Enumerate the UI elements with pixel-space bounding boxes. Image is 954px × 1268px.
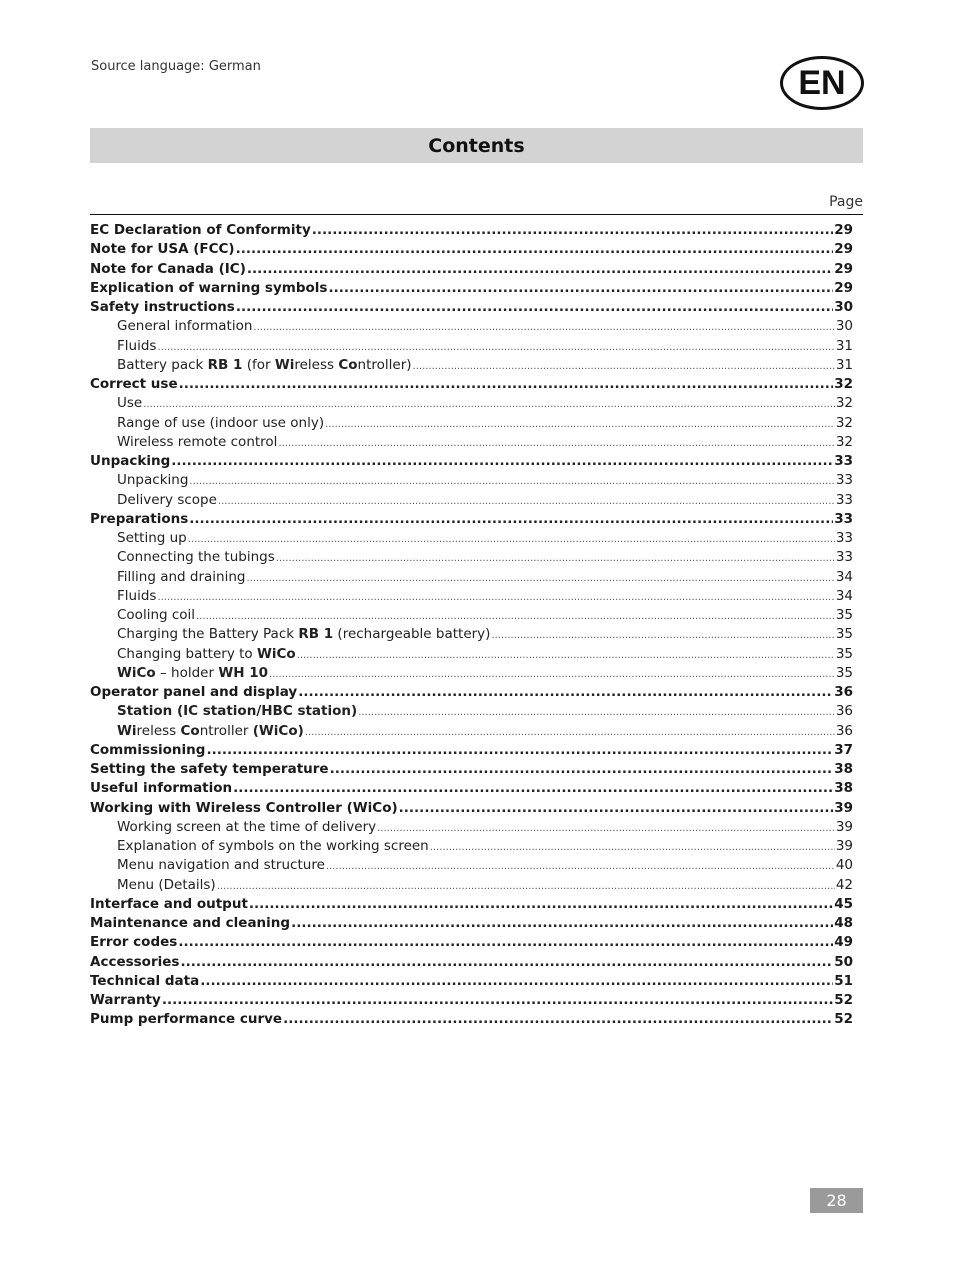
toc-entry-label (117, 645, 296, 664)
toc-subsection-entry[interactable] (90, 414, 853, 433)
toc-section-entry[interactable] (90, 779, 853, 798)
toc-subsection-entry[interactable] (90, 568, 853, 587)
toc-entry-label: Use (117, 395, 143, 412)
toc-subsection-entry[interactable] (90, 625, 853, 644)
toc-leader-dots (206, 741, 833, 760)
toc-leader-dots (200, 972, 833, 991)
toc-entry-label-part: Wi (117, 722, 137, 739)
toc-section-entry[interactable] (90, 375, 853, 394)
toc-page-number: 29 (834, 222, 853, 238)
toc-subsection-entry[interactable] (90, 433, 853, 452)
toc-leader-dots (269, 665, 835, 684)
toc-subsection-entry[interactable] (90, 606, 853, 625)
toc-leader-dots (157, 588, 834, 607)
toc-leader-dots (377, 819, 835, 838)
toc-subsection-entry[interactable] (90, 548, 853, 567)
toc-section-entry[interactable] (90, 799, 853, 818)
toc-page-number: 33 (834, 510, 853, 527)
toc-page-number: 36 (834, 684, 853, 700)
toc-entry-label: Delivery scope (117, 491, 217, 508)
toc-page-number: 40 (835, 857, 853, 874)
toc-page-number: 31 (835, 356, 853, 373)
toc-entry-label: Useful information (90, 780, 233, 797)
toc-subsection-entry[interactable] (90, 645, 853, 664)
toc-page-number: 38 (834, 780, 853, 797)
toc-subsection-entry[interactable] (90, 491, 853, 510)
toc-entry-label (117, 625, 490, 644)
toc-leader-dots (162, 991, 833, 1010)
toc-subsection-entry[interactable] (90, 702, 853, 721)
page-column-label: Page (829, 194, 863, 210)
toc-entry-label-part: Changing battery to (117, 645, 257, 662)
toc-page-number: 49 (834, 934, 853, 951)
toc-section-entry[interactable] (90, 991, 853, 1010)
toc-leader-dots (196, 607, 835, 626)
toc-entry-label-part: Charging the Battery Pack (117, 626, 299, 643)
toc-leader-dots (305, 723, 835, 742)
toc-page-number: 45 (834, 895, 853, 912)
toc-entry-label: Explication of warning symbols (90, 279, 328, 296)
toc-subsection-entry[interactable] (90, 856, 853, 875)
toc-section-entry[interactable] (90, 260, 853, 279)
toc-subsection-entry[interactable] (90, 337, 853, 356)
toc-leader-dots (283, 1010, 833, 1029)
toc-page-number: 35 (835, 664, 853, 681)
toc-section-entry[interactable] (90, 298, 853, 317)
toc-entry-label-part: (rechargeable battery) (333, 626, 491, 643)
toc-leader-dots (326, 857, 835, 876)
toc-entry-label: Maintenance and cleaning (90, 915, 291, 931)
toc-section-entry[interactable] (90, 741, 853, 760)
toc-leader-dots (330, 760, 834, 779)
toc-entry-label-part: – holder (155, 664, 219, 681)
toc-page-number: 51 (834, 972, 853, 989)
toc-entry-label: Setting up (117, 530, 187, 546)
toc-page-number: 33 (835, 530, 853, 546)
toc-leader-dots (249, 895, 833, 914)
toc-entry-label: Accessories (90, 953, 180, 970)
toc-page-number: 33 (835, 491, 853, 508)
toc-entry-label-part: RB 1 (298, 626, 334, 643)
page-number: 28 (810, 1188, 863, 1213)
toc-section-entry[interactable] (90, 933, 853, 952)
toc-entry-label-part: (for (242, 356, 275, 373)
toc-entry-label: EC Declaration of Conformity (90, 222, 311, 238)
toc-section-entry[interactable] (90, 953, 853, 972)
toc-entry-label: Commissioning (90, 741, 206, 758)
toc-entry-label: Explanation of symbols on the working screen (117, 838, 429, 854)
toc-page-number: 36 (835, 703, 853, 720)
toc-entry-label: Menu (Details) (117, 876, 216, 893)
toc-subsection-entry[interactable] (90, 876, 853, 895)
toc-entry-label: Filling and draining (117, 568, 246, 585)
toc-page-number: 33 (834, 453, 853, 469)
toc-page-number: 39 (835, 818, 853, 835)
toc-page-number: 32 (835, 414, 853, 431)
toc-entry-label: Working screen at the time of delivery (117, 818, 377, 835)
toc-entry-label (117, 356, 412, 375)
toc-entry-label-part: reless (294, 356, 339, 373)
toc-leader-dots (217, 877, 835, 896)
toc-section-entry[interactable] (90, 895, 853, 914)
toc-leader-dots (430, 838, 835, 857)
contents-title-bar (90, 128, 863, 163)
toc-page-number: 39 (835, 838, 853, 854)
toc-subsection-entry[interactable] (90, 529, 853, 548)
toc-section-entry[interactable] (90, 452, 853, 471)
toc-entry-label-part: ntroller) (357, 356, 412, 373)
toc-entry-label: Error codes (90, 934, 178, 951)
toc-entry-label-part: ntroller (199, 722, 253, 739)
toc-entry-label: Fluids (117, 587, 157, 604)
toc-entry-label: Operator panel and display (90, 684, 298, 700)
toc-page-number: 42 (835, 876, 853, 893)
toc-leader-dots (298, 683, 833, 702)
toc-entry-label: Cooling coil (117, 607, 196, 623)
toc-leader-dots (297, 646, 835, 665)
toc-leader-dots (276, 549, 835, 568)
toc-leader-dots (399, 799, 834, 818)
toc-leader-dots (189, 472, 834, 491)
toc-section-entry[interactable] (90, 240, 853, 259)
toc-page-number: 34 (835, 587, 853, 604)
toc-section-entry[interactable] (90, 972, 853, 991)
toc-leader-dots (179, 375, 834, 394)
toc-entry-label-part: WiCo (117, 664, 156, 681)
toc-subsection-entry[interactable] (90, 722, 853, 741)
language-badge: EN (780, 56, 864, 110)
toc-entry-label: Pump performance curve (90, 1011, 283, 1028)
toc-leader-dots (291, 914, 833, 933)
toc-entry-label: Correct use (90, 376, 178, 392)
toc-leader-dots (312, 221, 833, 240)
toc-leader-dots (246, 569, 834, 588)
toc-entry-label: Fluids (117, 337, 157, 354)
toc-page-number: 37 (834, 741, 853, 758)
toc-page-number: 29 (834, 260, 853, 277)
toc-subsection-entry[interactable] (90, 587, 853, 606)
toc-leader-dots (278, 434, 834, 453)
toc-entry-label-part: Wi (274, 356, 295, 373)
toc-entry-label: Preparations (90, 510, 189, 527)
toc-entry-label: Warranty (90, 992, 161, 1008)
toc-leader-dots (328, 279, 833, 298)
toc-page-number: 33 (835, 472, 853, 489)
toc-entry-label: Connecting the tubings (117, 549, 275, 566)
toc-page-number: 30 (834, 299, 853, 315)
toc-leader-dots (157, 338, 834, 357)
toc-page-number: 34 (835, 568, 853, 585)
toc-page-number: 50 (834, 953, 853, 970)
toc-subsection-entry[interactable] (90, 837, 853, 856)
toc-leader-dots (253, 318, 834, 337)
toc-page-number: 30 (835, 318, 853, 335)
toc-leader-dots (178, 933, 833, 952)
toc-entry-label-part: WH 10 (218, 664, 269, 681)
toc-leader-dots (247, 260, 833, 279)
toc-page-number: 52 (834, 992, 853, 1008)
toc-entry-label (117, 722, 304, 741)
toc-section-entry[interactable] (90, 1010, 853, 1029)
toc-entry-label-part: Station (IC station/HBC station) (117, 703, 358, 720)
header-divider (90, 214, 863, 215)
toc-page-number: 32 (835, 395, 853, 412)
toc-entry-label-part: Co (180, 722, 200, 739)
toc-entry-label-part: Co (338, 356, 358, 373)
toc-entry-label: General information (117, 318, 253, 335)
table-of-contents (90, 221, 853, 1030)
toc-page-number: 32 (834, 376, 853, 392)
toc-leader-dots (143, 395, 835, 414)
toc-subsection-entry[interactable] (90, 394, 853, 413)
toc-entry-label: Unpacking (117, 472, 189, 489)
source-language-note: Source language: German (91, 59, 261, 74)
toc-entry-label: Safety instructions (90, 299, 235, 315)
page-title: Contents (428, 134, 525, 157)
toc-section-entry[interactable] (90, 221, 853, 240)
toc-entry-label-part: (WiCo) (252, 722, 304, 739)
toc-subsection-entry[interactable] (90, 317, 853, 336)
toc-subsection-entry[interactable] (90, 818, 853, 837)
toc-leader-dots (358, 703, 835, 722)
toc-page-number: 35 (835, 607, 853, 623)
toc-entry-label: Unpacking (90, 453, 171, 469)
toc-entry-label-part: WiCo (256, 645, 296, 662)
toc-section-entry[interactable] (90, 683, 853, 702)
toc-entry-label: Setting the safety temperature (90, 761, 329, 777)
toc-page-number: 35 (835, 626, 853, 643)
toc-page-number: 29 (834, 241, 853, 258)
toc-entry-label-part: Battery pack (117, 356, 208, 373)
toc-section-entry[interactable] (90, 914, 853, 933)
toc-leader-dots (189, 510, 833, 529)
toc-entry-label-part: reless (136, 722, 181, 739)
toc-leader-dots (171, 452, 833, 471)
toc-leader-dots (491, 626, 834, 645)
toc-entry-label: Wireless remote control (117, 433, 278, 450)
toc-page-number: 32 (835, 433, 853, 450)
toc-leader-dots (236, 298, 833, 317)
toc-entry-label (117, 702, 357, 721)
toc-entry-label (117, 664, 268, 683)
toc-section-entry[interactable] (90, 279, 853, 298)
toc-leader-dots (188, 530, 835, 549)
toc-page-number: 39 (834, 799, 853, 816)
toc-subsection-entry[interactable] (90, 664, 853, 683)
toc-entry-label: Interface and output (90, 895, 248, 912)
toc-subsection-entry[interactable] (90, 356, 853, 375)
toc-entry-label: Menu navigation and structure (117, 857, 325, 874)
toc-section-entry[interactable] (90, 510, 853, 529)
toc-page-number: 38 (834, 761, 853, 777)
toc-entry-label: Technical data (90, 972, 200, 989)
toc-entry-label: Range of use (indoor use only) (117, 414, 325, 431)
toc-leader-dots (233, 779, 833, 798)
toc-entry-label: Working with Wireless Controller (WiCo) (90, 799, 398, 816)
toc-leader-dots (413, 357, 835, 376)
toc-page-number: 33 (835, 549, 853, 566)
toc-page-number: 29 (834, 279, 853, 296)
toc-leader-dots (218, 492, 835, 511)
toc-leader-dots (325, 415, 835, 434)
toc-page-number: 48 (834, 915, 853, 931)
toc-entry-label-part: RB 1 (207, 356, 243, 373)
toc-page-number: 52 (834, 1011, 853, 1028)
toc-leader-dots (236, 240, 834, 259)
toc-entry-label: Note for USA (FCC) (90, 241, 235, 258)
toc-section-entry[interactable] (90, 760, 853, 779)
toc-leader-dots (180, 953, 833, 972)
toc-page-number: 35 (835, 645, 853, 662)
toc-subsection-entry[interactable] (90, 471, 853, 490)
toc-page-number: 36 (835, 722, 853, 739)
toc-entry-label: Note for Canada (IC) (90, 260, 246, 277)
toc-page-number: 31 (835, 337, 853, 354)
